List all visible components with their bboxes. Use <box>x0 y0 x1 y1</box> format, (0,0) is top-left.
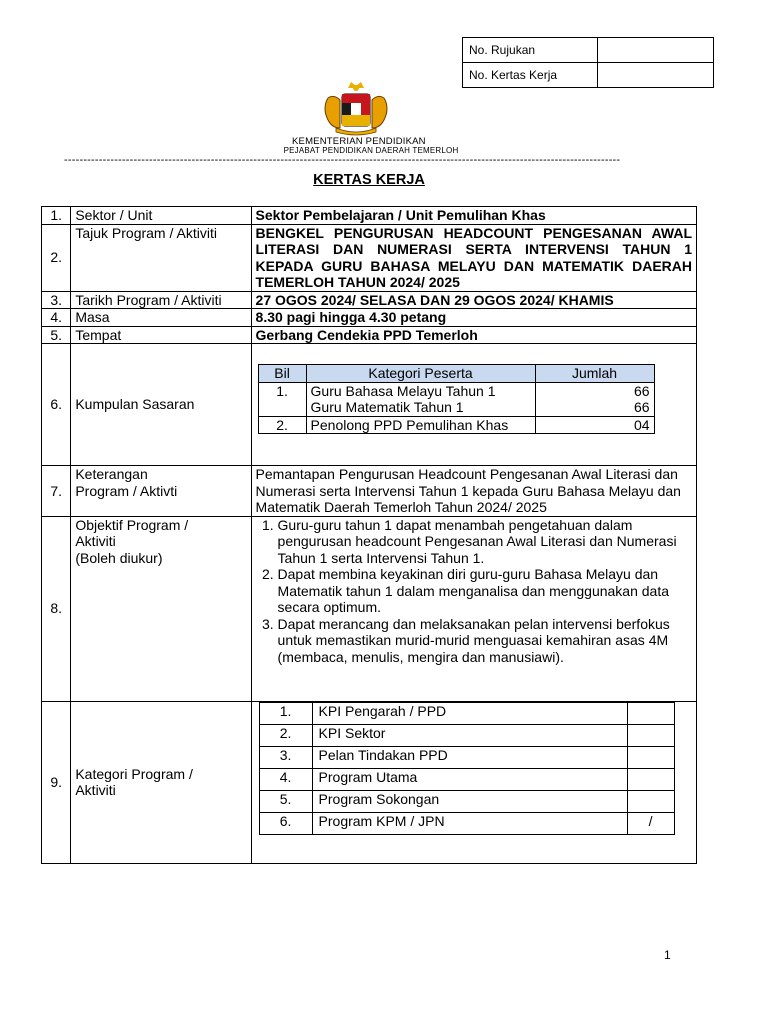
category-name: Program Utama <box>312 768 627 790</box>
no-rujukan-label: No. Rujukan <box>463 38 598 63</box>
no-kertas-kerja-value <box>598 63 714 88</box>
row-keterangan <box>42 466 697 517</box>
row-label: Tarikh Program / Aktiviti <box>71 291 251 309</box>
row-label: Kategori Program / <box>75 765 193 782</box>
row-value: Sektor Pembelajaran / Unit Pemulihan Khas <box>251 207 696 225</box>
row-number: 1. <box>42 207 71 225</box>
row-label: Sektor / Unit <box>71 207 251 225</box>
row-value: Pemantapan Pengurusan Headcount Pengesanan Awal Literasi dan Numerasi serta Intervensi Tahun 1 kepada Guru Bahasa Melayu dan Matematik Daerah Temerloh Tahun 2024/ 2025 <box>251 466 696 517</box>
objective-item: 3. Dapat merancang dan melaksanakan pelan intervensi berfokus untuk memastikan murid-murid menguasai kemahiran asas 4M (membaca, menulis, mengira dan manusiawi). <box>278 616 692 666</box>
row-tarikh <box>42 291 697 309</box>
participant-count: 66 <box>633 382 650 399</box>
row-number: 6. <box>42 344 71 466</box>
participant-row <box>258 416 654 434</box>
separator-line: ------------------------------------------------------------------------------------------------------------------------------------------------ <box>64 154 621 166</box>
row-label: Objektif Program / <box>75 516 189 533</box>
participant-category: Penolong PPD Pemulihan Khas <box>306 416 535 434</box>
category-name: KPI Pengarah / PPD <box>312 702 627 724</box>
row-label: Aktiviti <box>75 782 116 798</box>
category-checkbox[interactable] <box>627 702 674 724</box>
category-number: 1. <box>259 702 312 724</box>
row-value: Gerbang Cendekia PPD Temerloh <box>251 326 696 344</box>
row-label: Tajuk Program / Aktiviti <box>71 224 251 291</box>
row-label: Keterangan <box>75 466 148 482</box>
row-number: 4. <box>42 309 71 327</box>
category-checkbox[interactable] <box>627 746 674 768</box>
objectives-list <box>256 517 692 666</box>
category-checkbox[interactable] <box>627 790 674 812</box>
category-row <box>259 768 674 790</box>
category-number: 2. <box>259 724 312 746</box>
category-row <box>259 790 674 812</box>
row-objektif <box>42 516 697 701</box>
reference-table <box>462 37 714 88</box>
category-row <box>259 702 674 724</box>
participants-table <box>258 364 655 434</box>
category-name: Program Sokongan <box>312 790 627 812</box>
category-row <box>259 724 674 746</box>
row-number: 2. <box>42 224 71 291</box>
row-kumpulan-sasaran <box>42 344 697 466</box>
category-table <box>259 702 675 835</box>
col-bil: Bil <box>258 365 306 383</box>
row-label: Aktiviti <box>75 533 116 549</box>
row-label: Program / Aktivti <box>75 482 178 499</box>
row-label: Kumpulan Sasaran <box>71 344 251 466</box>
row-number: 3. <box>42 291 71 309</box>
document-title: KERTAS KERJA <box>313 172 425 188</box>
row-kategori-program <box>42 701 697 863</box>
category-checkbox[interactable] <box>627 768 674 790</box>
category-number: 5. <box>259 790 312 812</box>
participant-category: Guru Matematik Tahun 1 <box>310 399 464 415</box>
participant-category: Guru Bahasa Melayu Tahun 1 <box>310 382 496 399</box>
row-number: 9. <box>42 701 71 863</box>
page-number: 1 <box>664 948 671 962</box>
objective-item: 1. Guru-guru tahun 1 dapat menambah pengetahuan dalam pengurusan headcount Pengesanan Awal Literasi dan Numerasi Tahun 1 serta Intervensi Tahun 1. <box>278 517 692 567</box>
main-form-table <box>41 206 697 864</box>
row-number: 7. <box>42 466 71 517</box>
category-name: Pelan Tindakan PPD <box>312 746 627 768</box>
category-number: 6. <box>259 812 312 834</box>
participant-bil: 2. <box>258 416 306 434</box>
category-row <box>259 812 674 834</box>
row-label: Masa <box>71 309 251 327</box>
office-name: PEJABAT PENDIDIKAN DAERAH TEMERLOH <box>283 146 459 155</box>
category-checkbox[interactable] <box>627 724 674 746</box>
row-sektor <box>42 207 697 225</box>
category-row <box>259 746 674 768</box>
row-masa <box>42 309 697 327</box>
row-value: 27 OGOS 2024/ SELASA DAN 29 OGOS 2024/ KHAMIS <box>251 291 696 309</box>
category-name: KPI Sektor <box>312 724 627 746</box>
row-value: 8.30 pagi hingga 4.30 petang <box>251 309 696 327</box>
participant-count: 66 <box>633 399 650 415</box>
category-checkbox[interactable]: / <box>627 812 674 834</box>
row-label: (Boleh diukur) <box>75 549 163 566</box>
objective-item: 2. Dapat membina keyakinan diri guru-guru Bahasa Melayu dan Matematik tahun 1 dalam menganalisa dan menggunakan data secara optimum. <box>278 566 692 616</box>
ministry-name: KEMENTERIAN PENDIDIKAN <box>292 136 426 147</box>
row-tajuk <box>42 224 697 291</box>
row-number: 8. <box>42 516 71 701</box>
row-label: Tempat <box>71 326 251 344</box>
no-kertas-kerja-label: No. Kertas Kerja <box>463 63 598 88</box>
participant-bil: 1. <box>258 382 306 416</box>
category-number: 4. <box>259 768 312 790</box>
col-kategori: Kategori Peserta <box>306 365 535 383</box>
category-name: Program KPM / JPN <box>312 812 627 834</box>
participant-row <box>258 382 654 416</box>
malaysia-coat-of-arms-icon <box>318 80 394 136</box>
row-tempat <box>42 326 697 344</box>
category-number: 3. <box>259 746 312 768</box>
no-rujukan-value <box>598 38 714 63</box>
col-jumlah: Jumlah <box>535 365 654 383</box>
row-number: 5. <box>42 326 71 344</box>
row-value: BENGKEL PENGURUSAN HEADCOUNT PENGESANAN AWAL LITERASI DAN NUMERASI SERTA INTERVENSI TAHUN 1 KEPADA GURU BAHASA MELAYU DAN MATEMATIK DAERAH TEMERLOH TAHUN 2024/ 2025 <box>251 224 696 291</box>
participant-count: 04 <box>535 416 654 434</box>
